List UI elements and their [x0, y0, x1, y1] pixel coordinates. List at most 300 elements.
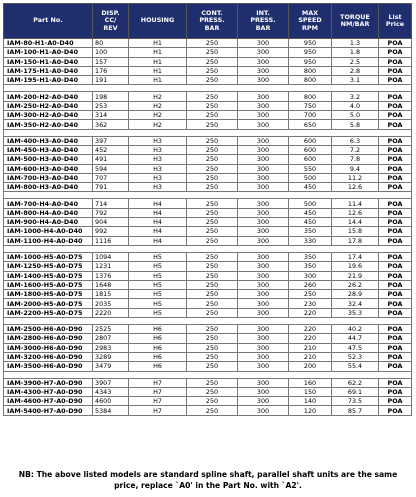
part-no-cell: IAM-1400-H5-A0-D75 — [4, 271, 93, 280]
max-speed-cell: 600 — [289, 136, 332, 145]
int-press-cell: 300 — [238, 362, 289, 371]
housing-cell: H1 — [129, 48, 187, 57]
cont-press-cell: 250 — [187, 280, 238, 289]
header-housing: HOUSING — [129, 4, 187, 39]
part-no-cell: IAM-250-H2-A0-D40 — [4, 101, 93, 110]
displacement-cell: 3907 — [93, 378, 129, 387]
max-speed-cell: 450 — [289, 218, 332, 227]
part-no-cell: IAM-100-H1-A0-D40 — [4, 48, 93, 57]
max-speed-cell: 350 — [289, 227, 332, 236]
max-speed-cell: 500 — [289, 173, 332, 182]
max-speed-cell: 600 — [289, 155, 332, 164]
displacement-cell: 5384 — [93, 406, 129, 415]
table-body — [4, 39, 412, 416]
max-speed-cell: 350 — [289, 262, 332, 271]
displacement-cell: 191 — [93, 76, 129, 85]
table-row — [4, 343, 412, 352]
housing-cell: H1 — [129, 76, 187, 85]
cont-press-cell: 250 — [187, 252, 238, 261]
part-no-cell: IAM-1800-H5-A0-D75 — [4, 290, 93, 299]
int-press-cell: 300 — [238, 227, 289, 236]
displacement-cell: 176 — [93, 66, 129, 75]
int-press-cell: 300 — [238, 173, 289, 182]
list-price-cell: POA — [379, 76, 412, 85]
int-press-cell: 300 — [238, 120, 289, 129]
torque-cell: 26.2 — [332, 280, 379, 289]
torque-cell: 32.4 — [332, 299, 379, 308]
part-no-cell: IAM-1250-H5-A0-D75 — [4, 262, 93, 271]
max-speed-cell: 950 — [289, 39, 332, 48]
table-row — [4, 48, 412, 57]
torque-cell: 11.2 — [332, 173, 379, 182]
part-no-cell: IAM-4600-H7-A0-D90 — [4, 397, 93, 406]
displacement-cell: 2525 — [93, 325, 129, 334]
part-no-cell: IAM-300-H2-A0-D40 — [4, 111, 93, 120]
cont-press-cell: 250 — [187, 111, 238, 120]
part-no-cell: IAM-3200-H6-A0-D90 — [4, 352, 93, 361]
torque-cell: 14.4 — [332, 218, 379, 227]
torque-cell: 35.3 — [332, 308, 379, 317]
table-row — [4, 145, 412, 154]
housing-cell: H3 — [129, 136, 187, 145]
list-price-cell: POA — [379, 236, 412, 245]
max-speed-cell: 210 — [289, 343, 332, 352]
table-row — [4, 352, 412, 361]
list-price-cell: POA — [379, 199, 412, 208]
table-row — [4, 164, 412, 173]
list-price-cell: POA — [379, 92, 412, 101]
housing-cell: H2 — [129, 101, 187, 110]
housing-cell: H3 — [129, 183, 187, 192]
int-press-cell: 300 — [238, 406, 289, 415]
housing-cell: H1 — [129, 39, 187, 48]
int-press-cell: 300 — [238, 199, 289, 208]
table-row — [4, 218, 412, 227]
list-price-cell: POA — [379, 39, 412, 48]
housing-cell: H6 — [129, 325, 187, 334]
int-press-cell: 300 — [238, 39, 289, 48]
cont-press-cell: 250 — [187, 92, 238, 101]
displacement-cell: 198 — [93, 92, 129, 101]
cont-press-cell: 250 — [187, 290, 238, 299]
list-price-cell: POA — [379, 325, 412, 334]
list-price-cell: POA — [379, 280, 412, 289]
housing-cell: H4 — [129, 227, 187, 236]
part-no-cell: IAM-700-H3-A0-D40 — [4, 173, 93, 182]
motor-price-table — [3, 3, 412, 416]
part-no-cell: IAM-3900-H7-A0-D90 — [4, 378, 93, 387]
table-row — [4, 66, 412, 75]
housing-cell: H2 — [129, 120, 187, 129]
list-price-cell: POA — [379, 387, 412, 396]
max-speed-cell: 500 — [289, 199, 332, 208]
displacement-cell: 2983 — [93, 343, 129, 352]
torque-cell: 3.2 — [332, 92, 379, 101]
displacement-cell: 452 — [93, 145, 129, 154]
cont-press-cell: 250 — [187, 66, 238, 75]
group-separator — [4, 85, 412, 92]
displacement-cell: 2220 — [93, 308, 129, 317]
displacement-cell: 100 — [93, 48, 129, 57]
cont-press-cell: 250 — [187, 262, 238, 271]
max-speed-cell: 120 — [289, 406, 332, 415]
torque-cell: 62.2 — [332, 378, 379, 387]
list-price-cell: POA — [379, 48, 412, 57]
housing-cell: H6 — [129, 343, 187, 352]
max-speed-cell: 800 — [289, 92, 332, 101]
cont-press-cell: 250 — [187, 334, 238, 343]
list-price-cell: POA — [379, 183, 412, 192]
max-speed-cell: 350 — [289, 252, 332, 261]
housing-cell: H5 — [129, 299, 187, 308]
list-price-cell: POA — [379, 252, 412, 261]
cont-press-cell: 250 — [187, 183, 238, 192]
cont-press-cell: 250 — [187, 208, 238, 217]
part-no-cell: IAM-450-H3-A0-D40 — [4, 145, 93, 154]
max-speed-cell: 800 — [289, 66, 332, 75]
int-press-cell: 300 — [238, 352, 289, 361]
max-speed-cell: 950 — [289, 48, 332, 57]
part-no-cell: IAM-2800-H6-A0-D90 — [4, 334, 93, 343]
max-speed-cell: 250 — [289, 290, 332, 299]
part-no-cell: IAM-3500-H6-A0-D90 — [4, 362, 93, 371]
cont-press-cell: 250 — [187, 362, 238, 371]
torque-cell: 15.8 — [332, 227, 379, 236]
header-max-speed: MAX SPEED RPM — [289, 4, 332, 39]
displacement-cell: 1648 — [93, 280, 129, 289]
table-row — [4, 362, 412, 371]
displacement-cell: 1815 — [93, 290, 129, 299]
max-speed-cell: 700 — [289, 111, 332, 120]
housing-cell: H2 — [129, 111, 187, 120]
int-press-cell: 300 — [238, 66, 289, 75]
torque-cell: 2.8 — [332, 66, 379, 75]
list-price-cell: POA — [379, 406, 412, 415]
displacement-cell: 792 — [93, 208, 129, 217]
part-no-cell: IAM-2000-H5-A0-D75 — [4, 299, 93, 308]
housing-cell: H3 — [129, 155, 187, 164]
int-press-cell: 300 — [238, 76, 289, 85]
displacement-cell: 992 — [93, 227, 129, 236]
housing-cell: H4 — [129, 208, 187, 217]
header-list-price: List Price — [379, 4, 412, 39]
int-press-cell: 300 — [238, 183, 289, 192]
table-row — [4, 155, 412, 164]
max-speed-cell: 600 — [289, 145, 332, 154]
list-price-cell: POA — [379, 66, 412, 75]
cont-press-cell: 250 — [187, 406, 238, 415]
housing-cell: H3 — [129, 173, 187, 182]
table-row — [4, 325, 412, 334]
part-no-cell: IAM-1000-H5-A0-D75 — [4, 252, 93, 261]
housing-cell: H5 — [129, 280, 187, 289]
list-price-cell: POA — [379, 145, 412, 154]
max-speed-cell: 160 — [289, 378, 332, 387]
list-price-cell: POA — [379, 334, 412, 343]
max-speed-cell: 750 — [289, 101, 332, 110]
displacement-cell: 594 — [93, 164, 129, 173]
torque-cell: 5.0 — [332, 111, 379, 120]
part-no-cell: IAM-195-H1-A0-D40 — [4, 76, 93, 85]
torque-cell: 44.7 — [332, 334, 379, 343]
header-int-press: INT. PRESS. BAR — [238, 4, 289, 39]
max-speed-cell: 230 — [289, 299, 332, 308]
torque-cell: 28.9 — [332, 290, 379, 299]
table-row — [4, 92, 412, 101]
displacement-cell: 362 — [93, 120, 129, 129]
int-press-cell: 300 — [238, 111, 289, 120]
table-row — [4, 76, 412, 85]
housing-cell: H5 — [129, 308, 187, 317]
list-price-cell: POA — [379, 120, 412, 129]
displacement-cell: 1231 — [93, 262, 129, 271]
list-price-cell: POA — [379, 218, 412, 227]
max-speed-cell: 210 — [289, 352, 332, 361]
max-speed-cell: 140 — [289, 397, 332, 406]
torque-cell: 7.2 — [332, 145, 379, 154]
int-press-cell: 300 — [238, 252, 289, 261]
group-separator — [4, 318, 412, 325]
int-press-cell: 300 — [238, 155, 289, 164]
cont-press-cell: 250 — [187, 325, 238, 334]
displacement-cell: 904 — [93, 218, 129, 227]
max-speed-cell: 450 — [289, 208, 332, 217]
cont-press-cell: 250 — [187, 145, 238, 154]
housing-cell: H7 — [129, 397, 187, 406]
part-no-cell: IAM-800-H4-A0-D40 — [4, 208, 93, 217]
housing-cell: H7 — [129, 406, 187, 415]
housing-cell: H7 — [129, 378, 187, 387]
part-no-cell: IAM-4300-H7-A0-D90 — [4, 387, 93, 396]
int-press-cell: 300 — [238, 48, 289, 57]
header-cont-press: CONT. PRESS. BAR — [187, 4, 238, 39]
cont-press-cell: 250 — [187, 164, 238, 173]
housing-cell: H6 — [129, 352, 187, 361]
torque-cell: 12.6 — [332, 208, 379, 217]
housing-cell: H5 — [129, 290, 187, 299]
torque-cell: 2.5 — [332, 57, 379, 66]
int-press-cell: 300 — [238, 343, 289, 352]
max-speed-cell: 220 — [289, 308, 332, 317]
housing-cell: H2 — [129, 92, 187, 101]
cont-press-cell: 250 — [187, 397, 238, 406]
table-row — [4, 280, 412, 289]
cont-press-cell: 250 — [187, 352, 238, 361]
table-row — [4, 236, 412, 245]
int-press-cell: 300 — [238, 378, 289, 387]
group-separator — [4, 129, 412, 136]
list-price-cell: POA — [379, 57, 412, 66]
torque-cell: 17.4 — [332, 252, 379, 261]
cont-press-cell: 250 — [187, 308, 238, 317]
table-row — [4, 111, 412, 120]
torque-cell: 73.5 — [332, 397, 379, 406]
part-no-cell: IAM-350-H2-A0-D40 — [4, 120, 93, 129]
header-torque: TORQUE NM/BAR — [332, 4, 379, 39]
int-press-cell: 300 — [238, 290, 289, 299]
housing-cell: H7 — [129, 387, 187, 396]
int-press-cell: 300 — [238, 308, 289, 317]
displacement-cell: 3289 — [93, 352, 129, 361]
torque-cell: 11.4 — [332, 199, 379, 208]
int-press-cell: 300 — [238, 387, 289, 396]
shaft-note: NB: The above listed models are standard spline shaft, parallel shaft units are the same price, replace `A0' in the Part No. with `A2'. — [18, 470, 398, 490]
part-no-cell: IAM-700-H4-A0-D40 — [4, 199, 93, 208]
cont-press-cell: 250 — [187, 48, 238, 57]
cont-press-cell: 250 — [187, 343, 238, 352]
table-row — [4, 299, 412, 308]
max-speed-cell: 450 — [289, 183, 332, 192]
max-speed-cell: 150 — [289, 387, 332, 396]
displacement-cell: 714 — [93, 199, 129, 208]
list-price-cell: POA — [379, 208, 412, 217]
housing-cell: H6 — [129, 362, 187, 371]
torque-cell: 52.3 — [332, 352, 379, 361]
table-row — [4, 262, 412, 271]
torque-cell: 40.2 — [332, 325, 379, 334]
cont-press-cell: 250 — [187, 378, 238, 387]
table-row — [4, 397, 412, 406]
separator-cell — [4, 192, 412, 199]
displacement-cell: 791 — [93, 183, 129, 192]
list-price-cell: POA — [379, 397, 412, 406]
int-press-cell: 300 — [238, 397, 289, 406]
torque-cell: 3.1 — [332, 76, 379, 85]
housing-cell: H4 — [129, 236, 187, 245]
displacement-cell: 491 — [93, 155, 129, 164]
displacement-cell: 397 — [93, 136, 129, 145]
displacement-cell: 157 — [93, 57, 129, 66]
separator-cell — [4, 129, 412, 136]
int-press-cell: 300 — [238, 136, 289, 145]
list-price-cell: POA — [379, 290, 412, 299]
list-price-cell: POA — [379, 378, 412, 387]
displacement-cell: 1116 — [93, 236, 129, 245]
max-speed-cell: 550 — [289, 164, 332, 173]
displacement-cell: 80 — [93, 39, 129, 48]
part-no-cell: IAM-800-H3-A0-D40 — [4, 183, 93, 192]
int-press-cell: 300 — [238, 164, 289, 173]
table-row — [4, 39, 412, 48]
housing-cell: H4 — [129, 199, 187, 208]
list-price-cell: POA — [379, 262, 412, 271]
part-no-cell: IAM-500-H3-A0-D40 — [4, 155, 93, 164]
part-no-cell: IAM-900-H4-A0-D40 — [4, 218, 93, 227]
cont-press-cell: 250 — [187, 76, 238, 85]
int-press-cell: 300 — [238, 92, 289, 101]
part-no-cell: IAM-600-H3-A0-D40 — [4, 164, 93, 173]
separator-cell — [4, 245, 412, 252]
housing-cell: H5 — [129, 262, 187, 271]
part-no-cell: IAM-400-H3-A0-D40 — [4, 136, 93, 145]
cont-press-cell: 250 — [187, 271, 238, 280]
list-price-cell: POA — [379, 343, 412, 352]
list-price-cell: POA — [379, 308, 412, 317]
separator-cell — [4, 371, 412, 378]
max-speed-cell: 330 — [289, 236, 332, 245]
part-no-cell: IAM-2500-H6-A0-D90 — [4, 325, 93, 334]
table-row — [4, 406, 412, 415]
max-speed-cell: 800 — [289, 76, 332, 85]
header-part-no: Part No. — [4, 4, 93, 39]
int-press-cell: 300 — [238, 57, 289, 66]
list-price-cell: POA — [379, 173, 412, 182]
displacement-cell: 1094 — [93, 252, 129, 261]
part-no-cell: IAM-175-H1-A0-D40 — [4, 66, 93, 75]
int-press-cell: 300 — [238, 208, 289, 217]
table-row — [4, 308, 412, 317]
int-press-cell: 300 — [238, 299, 289, 308]
part-no-cell: IAM-3000-H6-A0-D90 — [4, 343, 93, 352]
torque-cell: 85.7 — [332, 406, 379, 415]
displacement-cell: 253 — [93, 101, 129, 110]
housing-cell: H1 — [129, 57, 187, 66]
part-no-cell: IAM-5400-H7-A0-D90 — [4, 406, 93, 415]
list-price-cell: POA — [379, 352, 412, 361]
torque-cell: 69.1 — [332, 387, 379, 396]
table-row — [4, 101, 412, 110]
cont-press-cell: 250 — [187, 120, 238, 129]
table-row — [4, 173, 412, 182]
int-press-cell: 300 — [238, 280, 289, 289]
displacement-cell: 4343 — [93, 387, 129, 396]
part-no-cell: IAM-1600-H5-A0-D75 — [4, 280, 93, 289]
torque-cell: 9.4 — [332, 164, 379, 173]
list-price-cell: POA — [379, 155, 412, 164]
displacement-cell: 1376 — [93, 271, 129, 280]
torque-cell: 4.0 — [332, 101, 379, 110]
torque-cell: 17.8 — [332, 236, 379, 245]
part-no-cell: IAM-150-H1-A0-D40 — [4, 57, 93, 66]
displacement-cell: 707 — [93, 173, 129, 182]
list-price-cell: POA — [379, 164, 412, 173]
table-row — [4, 57, 412, 66]
int-press-cell: 300 — [238, 218, 289, 227]
cont-press-cell: 250 — [187, 101, 238, 110]
max-speed-cell: 220 — [289, 334, 332, 343]
cont-press-cell: 250 — [187, 236, 238, 245]
max-speed-cell: 220 — [289, 325, 332, 334]
part-no-cell: IAM-80-H1-A0-D40 — [4, 39, 93, 48]
max-speed-cell: 260 — [289, 280, 332, 289]
table-row — [4, 290, 412, 299]
list-price-cell: POA — [379, 136, 412, 145]
cont-press-cell: 250 — [187, 199, 238, 208]
displacement-cell: 314 — [93, 111, 129, 120]
list-price-cell: POA — [379, 111, 412, 120]
cont-press-cell: 250 — [187, 227, 238, 236]
int-press-cell: 300 — [238, 101, 289, 110]
list-price-cell: POA — [379, 101, 412, 110]
header-displacement: DISP. CC/ REV — [93, 4, 129, 39]
max-speed-cell: 300 — [289, 271, 332, 280]
group-separator — [4, 371, 412, 378]
torque-cell: 19.6 — [332, 262, 379, 271]
list-price-cell: POA — [379, 299, 412, 308]
table-row — [4, 378, 412, 387]
group-separator — [4, 192, 412, 199]
int-press-cell: 300 — [238, 334, 289, 343]
table-header-row — [4, 4, 412, 39]
part-no-cell: IAM-1000-H4-A0-D40 — [4, 227, 93, 236]
torque-cell: 1.3 — [332, 39, 379, 48]
cont-press-cell: 250 — [187, 39, 238, 48]
torque-cell: 55.4 — [332, 362, 379, 371]
table-row — [4, 252, 412, 261]
cont-press-cell: 250 — [187, 173, 238, 182]
list-price-cell: POA — [379, 271, 412, 280]
torque-cell: 47.5 — [332, 343, 379, 352]
